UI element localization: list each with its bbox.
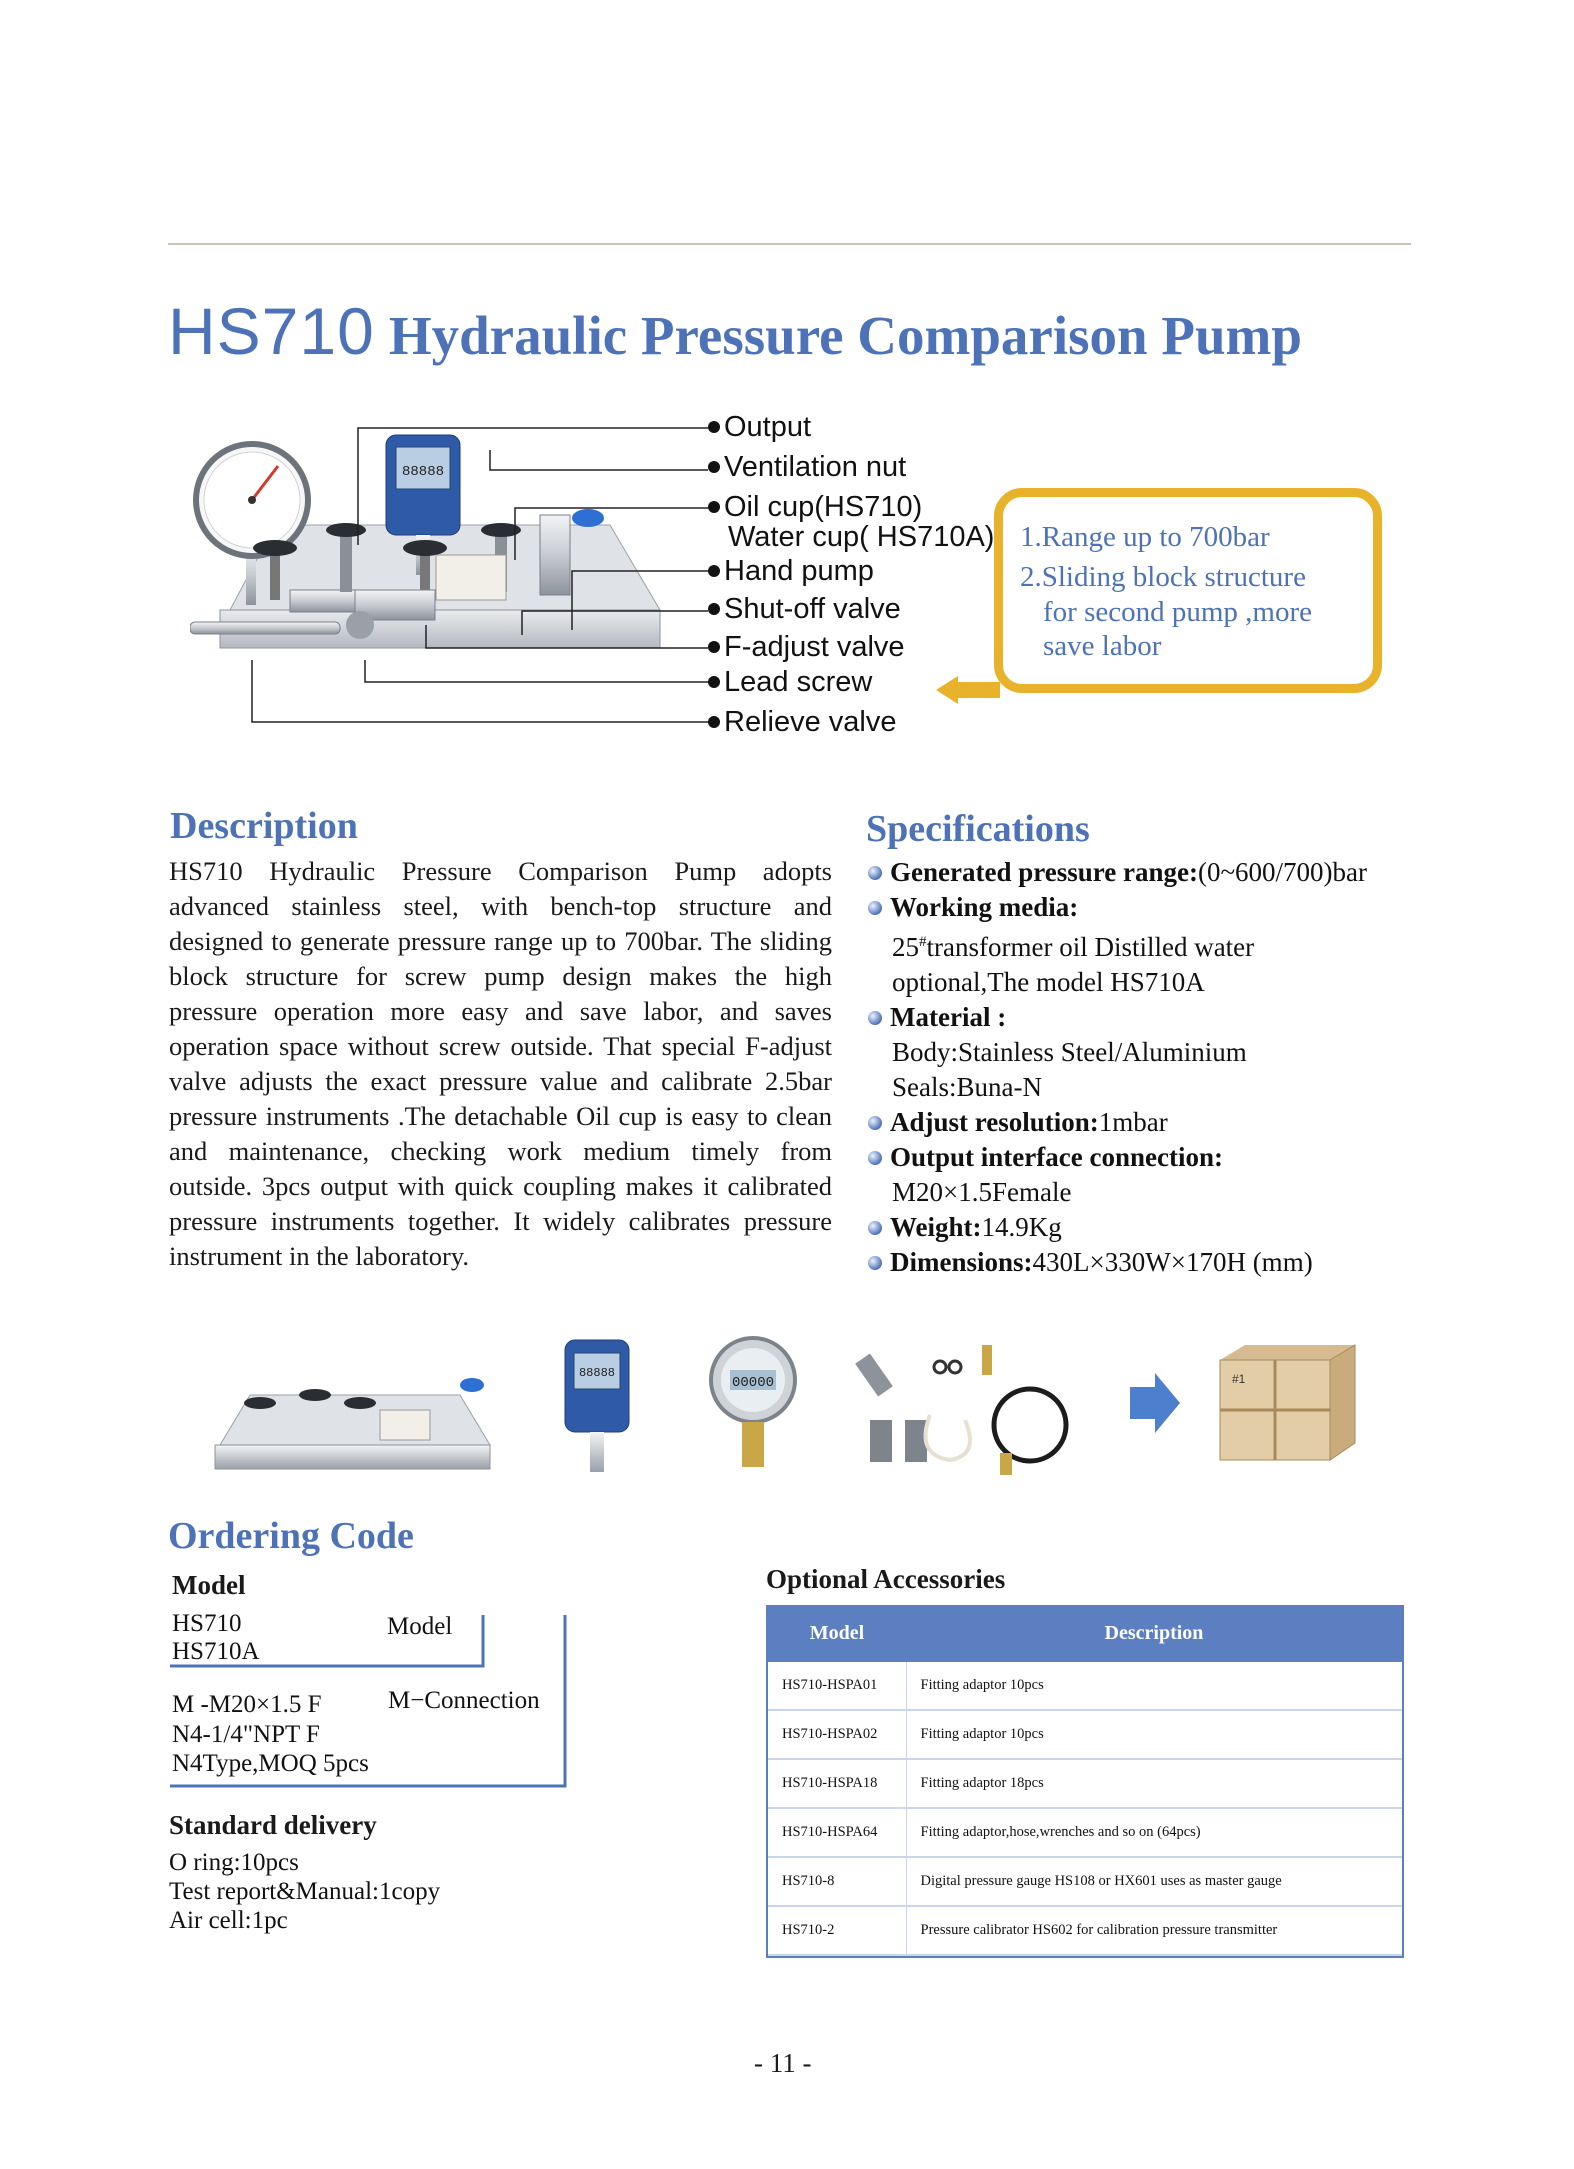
bullet-dot-icon — [708, 565, 720, 577]
spec-adjust-resolution: Adjust resolution:1mbar — [868, 1105, 1367, 1140]
page-number: - 11 - — [754, 2048, 812, 2078]
cell-description: Fitting adaptor 18pcs — [906, 1759, 1402, 1808]
feature-line-3: for second pump ,more — [1043, 596, 1312, 628]
bullet-dot-icon — [708, 676, 720, 688]
spec-material-seals: Seals:Buna-N — [892, 1072, 1042, 1102]
spec-weight: Weight:14.9Kg — [868, 1210, 1367, 1245]
description-heading: Description — [170, 805, 358, 847]
connection-tag: M−Connection — [388, 1687, 540, 1714]
cell-model: HS710-HSPA64 — [768, 1808, 906, 1857]
wooden-crate-photo — [1220, 1345, 1355, 1460]
cell-model: HS710-HSPA18 — [768, 1759, 906, 1808]
spec-list — [868, 855, 1367, 1280]
bullet-dot-icon — [708, 421, 720, 433]
page-title — [168, 293, 1302, 369]
title-model-code: HS710 — [168, 294, 375, 368]
connection-option-n4: N4-1/4"NPT F — [172, 1721, 320, 1748]
bullet-dot-icon — [708, 603, 720, 615]
cell-description: Fitting adaptor 10pcs — [906, 1710, 1402, 1759]
cell-description: Digital pressure gauge HS108 or HX601 uses as master gauge — [906, 1857, 1402, 1906]
callout-output: Output — [708, 410, 811, 444]
bullet-icon — [868, 1256, 882, 1270]
bullet-icon — [868, 866, 882, 880]
callout-relieve-valve: Relieve valve — [708, 705, 896, 739]
bullet-dot-icon — [708, 501, 720, 513]
accessories-table — [768, 1605, 1402, 1956]
std-delivery-test-report: Test report&Manual:1copy — [169, 1878, 441, 1905]
product-photo-strip — [210, 1325, 1360, 1485]
callout-f-adjust-valve: F-adjust valve — [708, 630, 905, 664]
col-header-model: Model — [768, 1605, 906, 1662]
feature-line-2: 2.Sliding block structure — [1020, 561, 1306, 593]
cell-model: HS710-8 — [768, 1857, 906, 1906]
model-heading: Model — [172, 1570, 246, 1600]
callout-shut-off-valve: Shut-off valve — [708, 592, 901, 626]
bullet-icon — [868, 1151, 882, 1165]
optional-accessories-heading: Optional Accessories — [766, 1564, 1006, 1594]
bullet-icon — [868, 1221, 882, 1235]
callout-water-cup: Water cup( HS710A) — [728, 521, 995, 553]
spec-pressure-range: Generated pressure range:(0~600/700)bar — [868, 855, 1367, 890]
spec-dimensions: Dimensions:430L×330W×170H (mm) — [868, 1245, 1367, 1280]
bullet-dot-icon — [708, 461, 720, 473]
spec-working-media: Working media: — [868, 890, 1367, 925]
spec-media-line-1: 25#transformer oil Distilled water — [892, 932, 1255, 962]
title-product-name: Hydraulic Pressure Comparison Pump — [388, 305, 1302, 366]
col-header-description: Description — [906, 1605, 1402, 1662]
feature-line-4: save labor — [1043, 630, 1162, 662]
cell-model: HS710-2 — [768, 1906, 906, 1955]
round-digital-gauge-photo — [711, 1338, 795, 1467]
ordering-code-brackets — [170, 1610, 570, 1790]
ordering-code-heading: Ordering Code — [168, 1515, 414, 1557]
std-delivery-o-ring: O ring:10pcs — [169, 1849, 299, 1876]
bullet-icon — [868, 901, 882, 915]
table-row — [768, 1857, 1402, 1906]
bullet-icon — [868, 1011, 882, 1025]
callout-lead-screw: Lead screw — [708, 665, 872, 699]
cell-model: HS710-HSPA02 — [768, 1710, 906, 1759]
model-tag: Model — [387, 1613, 453, 1640]
fittings-photo — [855, 1345, 1066, 1475]
digital-gauge-photo — [565, 1340, 629, 1472]
connection-option-n4-type: N4Type,MOQ 5pcs — [172, 1750, 369, 1777]
cell-description: Pressure calibrator HS602 for calibration pressure transmitter — [906, 1906, 1402, 1955]
arrow-right-icon — [1130, 1373, 1180, 1433]
spec-media-line-2: optional,The model HS710A — [892, 967, 1205, 997]
feature-line-1: 1.Range up to 700bar — [1020, 521, 1270, 553]
model-option-hs710a: HS710A — [172, 1638, 260, 1665]
cell-model: HS710-HSPA01 — [768, 1662, 906, 1710]
table-row — [768, 1906, 1402, 1955]
accessories-table-header — [768, 1605, 1402, 1662]
spec-output-connection: Output interface connection: — [868, 1140, 1367, 1175]
callout-leader-lines — [250, 420, 720, 740]
table-row — [768, 1759, 1402, 1808]
standard-delivery-heading: Standard delivery — [169, 1810, 377, 1840]
cell-description: Fitting adaptor 10pcs — [906, 1662, 1402, 1710]
callout-ventilation-nut: Ventilation nut — [708, 450, 906, 484]
table-row — [768, 1808, 1402, 1857]
connection-option-m: M -M20×1.5 F — [172, 1691, 322, 1718]
model-option-hs710: HS710 — [172, 1610, 242, 1637]
photo-digital-reading: 88888 — [578, 1366, 616, 1380]
table-row — [768, 1662, 1402, 1710]
spec-material: Material : — [868, 1000, 1367, 1035]
std-delivery-air-cell: Air cell:1pc — [169, 1907, 288, 1934]
bullet-dot-icon — [708, 716, 720, 728]
spec-material-body: Body:Stainless Steel/Aluminium — [892, 1037, 1247, 1067]
cell-description: Fitting adaptor,hose,wrenches and so on (64pcs) — [906, 1808, 1402, 1857]
callout-hand-pump: Hand pump — [708, 554, 874, 588]
table-row — [768, 1710, 1402, 1759]
pump-photo — [215, 1378, 490, 1469]
accessories-table-wrap — [766, 1605, 1404, 1958]
description-text: HS710 Hydraulic Pressure Comparison Pump adopts advanced stainless steel, with bench-top structure and designed to generate pressure range up to 700bar. The sliding block structure for screw pump design makes the high pressure operation more easy and save labor, and saves operation space without screw outside. That special F-adjust valve adjusts the exact pressure value and calibrate 2.5bar pressure instruments .The detachable Oil cup is easy to clean and maintenance, checking work medium timely from outside. 3pcs output with quick coupling makes it calibrated pressure instruments together. It widely calibrates pressure instrument in the laboratory. — [169, 856, 832, 1271]
bullet-dot-icon — [708, 641, 720, 653]
crate-mark: #1 — [1232, 1372, 1246, 1386]
photo-round-reading: 00000 — [731, 1375, 775, 1391]
specifications-heading: Specifications — [866, 808, 1090, 850]
feature-box-pointer — [936, 672, 1006, 716]
bullet-icon — [868, 1116, 882, 1130]
header-rule — [168, 243, 1411, 245]
spec-output-value: M20×1.5Female — [892, 1177, 1072, 1207]
digital-gauge-reading: 88888 — [401, 464, 445, 480]
callout-oil-cup: Oil cup(HS710) — [708, 490, 922, 524]
